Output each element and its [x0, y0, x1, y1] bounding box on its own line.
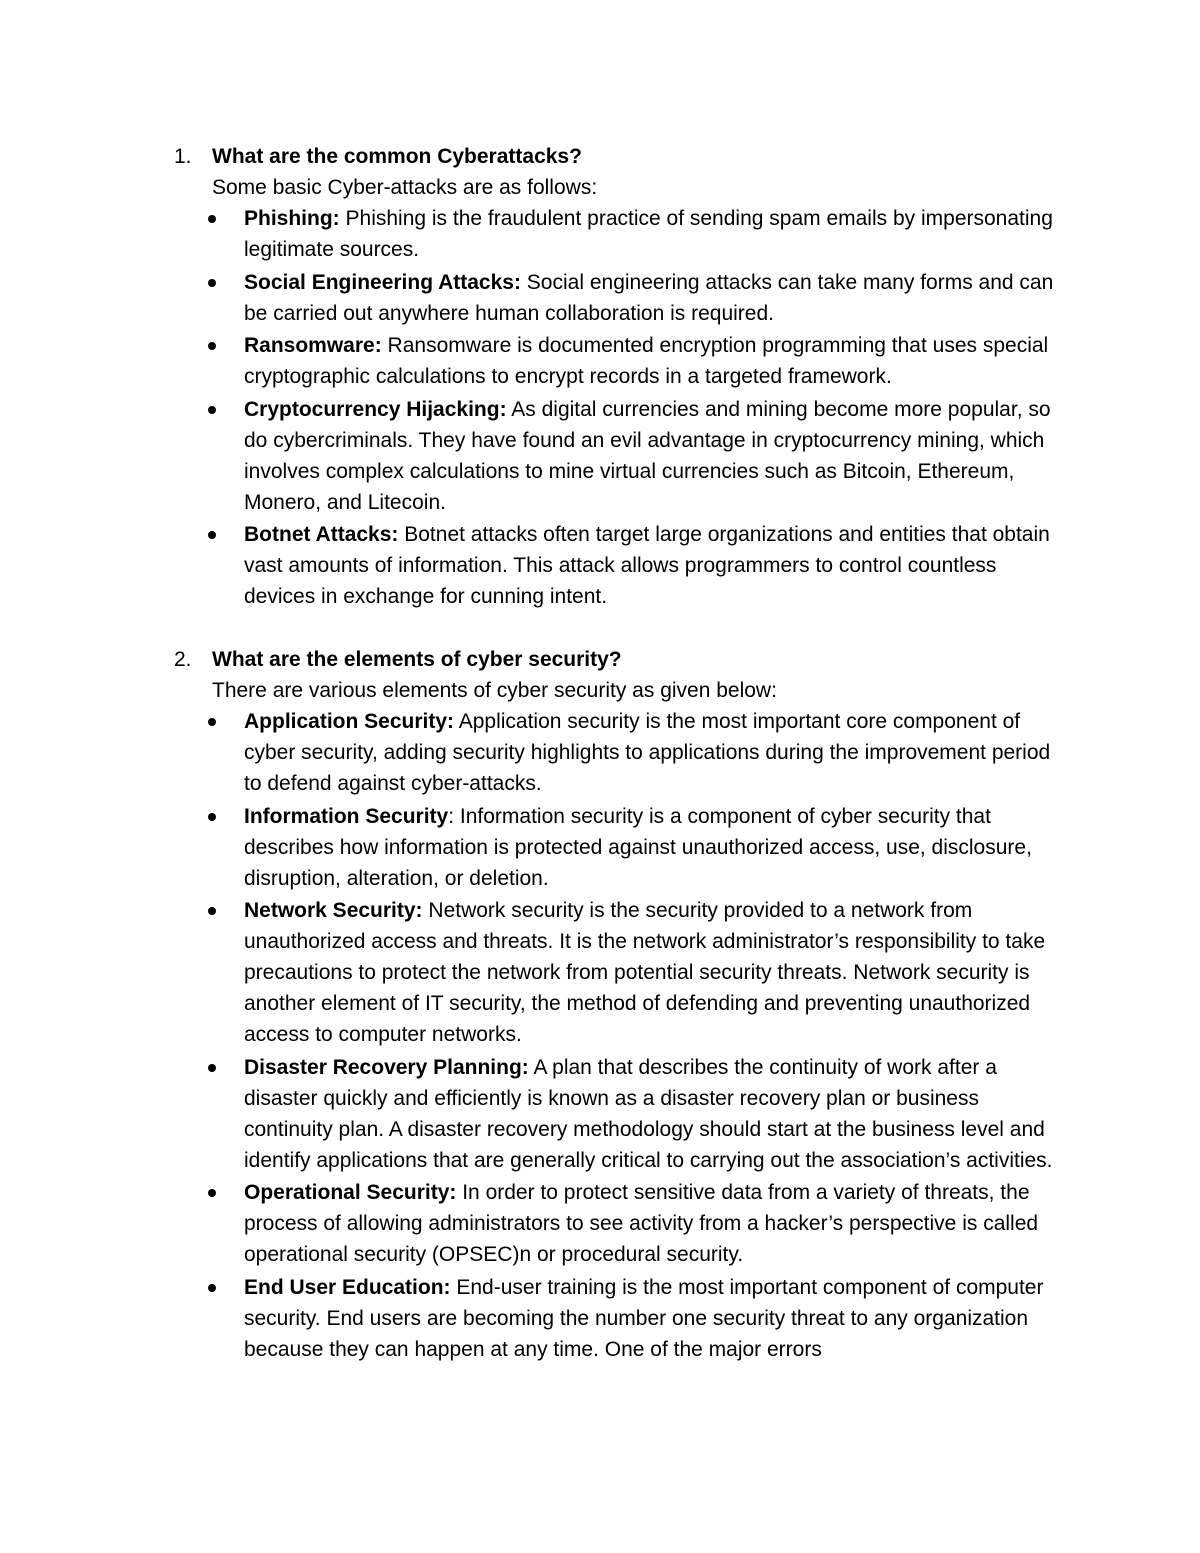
list-item — [244, 1052, 1054, 1176]
list-item — [244, 801, 1054, 894]
question-heading — [174, 644, 1074, 675]
item-term: Operational Security: — [244, 1181, 457, 1204]
question-title: What are the common Cyberattacks? — [212, 145, 582, 168]
item-term: Network Security: — [244, 899, 423, 922]
bullet-icon — [208, 718, 216, 726]
bullet-list — [244, 706, 1054, 1365]
bullet-list — [244, 203, 1054, 612]
question-intro: There are various elements of cyber security as given below: — [212, 679, 777, 702]
item-term: Ransomware: — [244, 334, 382, 357]
item-text: Application security is the most important core component of cyber security, adding security highlights to applications during the improvement period to defend against cyber-attacks. — [244, 710, 1051, 795]
item-text: In order to protect sensitive data from a variety of threats, the process of allowing administrators to see activity from a hacker’s perspective is called operational security (OPSEC)n or procedural security. — [244, 1181, 1039, 1266]
item-text: Phishing is the fraudulent practice of sending spam emails by impersonating legitimate sources. — [244, 207, 1053, 261]
question-heading — [174, 141, 1074, 172]
item-text: Ransomware is documented encryption programming that uses special cryptographic calculations to encrypt records in a targeted framework. — [244, 334, 1049, 388]
item-term: Botnet Attacks: — [244, 523, 399, 546]
bullet-icon — [208, 406, 216, 414]
item-text: End-user training is the most important component of computer security. End users are becoming the number one security threat to any organization because they can happen at any time. One of the major errors — [244, 1275, 1044, 1361]
bullet-icon — [208, 813, 216, 821]
list-item — [244, 519, 1054, 612]
list-item — [244, 267, 1054, 329]
item-term: Disaster Recovery Planning: — [244, 1055, 529, 1079]
item-text: As digital currencies and mining become more popular, so do cybercriminals. They have found an evil advantage in cryptocurrency mining, which involves complex calculations to mine virtual currencies such as Bitcoin, Ethereum, Monero, and Litecoin. — [244, 397, 1051, 514]
question-1 — [174, 141, 1074, 614]
item-term: Social Engineering Attacks: — [244, 270, 521, 294]
list-item — [244, 895, 1054, 1050]
item-term: End User Education: — [244, 1275, 451, 1299]
bullet-icon — [208, 531, 216, 539]
list-item — [244, 706, 1054, 799]
question-number: 1. — [174, 145, 192, 168]
bullet-icon — [208, 279, 216, 287]
item-text: Botnet attacks often target large organizations and entities that obtain vast amounts of information. This attack allows programmers to control countless devices in exchange for cunning intent. — [244, 523, 1050, 608]
bullet-icon — [208, 342, 216, 350]
bullet-icon — [208, 1189, 216, 1197]
bullet-icon — [208, 907, 216, 915]
item-text: Network security is the security provided to a network from unauthorized access and threats. It is the network administrator’s responsibility to take precautions to protect the network from potential security threats. Network security is another element of IT security, the method of defending and preventing unauthorized access to computer networks. — [244, 899, 1046, 1046]
list-item — [244, 394, 1054, 518]
list-item — [244, 203, 1054, 265]
bullet-icon — [208, 1064, 216, 1072]
item-text: : Information security is a component of cyber security that describes how information is protected against unauthorized access, use, disclosure, disruption, alteration, or deletion. — [244, 804, 1032, 890]
item-term: Phishing: — [244, 207, 340, 230]
list-item — [244, 1177, 1054, 1270]
question-2 — [174, 644, 1074, 1366]
item-term: Application Security: — [244, 710, 455, 733]
bullet-icon — [208, 215, 216, 223]
question-intro: Some basic Cyber-attacks are as follows: — [212, 176, 598, 199]
item-text: Social engineering attacks can take many forms and can be carried out anywhere human collaboration is required. — [244, 270, 1054, 325]
list-item — [244, 1272, 1054, 1365]
list-item — [244, 330, 1054, 392]
question-number: 2. — [174, 648, 192, 671]
question-title: What are the elements of cyber security? — [212, 648, 622, 671]
item-term: Information Security — [244, 804, 449, 828]
bullet-icon — [208, 1284, 216, 1292]
item-term: Cryptocurrency Hijacking: — [244, 397, 507, 421]
item-text: A plan that describes the continuity of work after a disaster quickly and efficiently is known as a disaster recovery plan or business continuity plan. A disaster recovery methodology should start at the business level and identify applications that are generally critical to carrying out the association’s activities. — [244, 1055, 1053, 1172]
